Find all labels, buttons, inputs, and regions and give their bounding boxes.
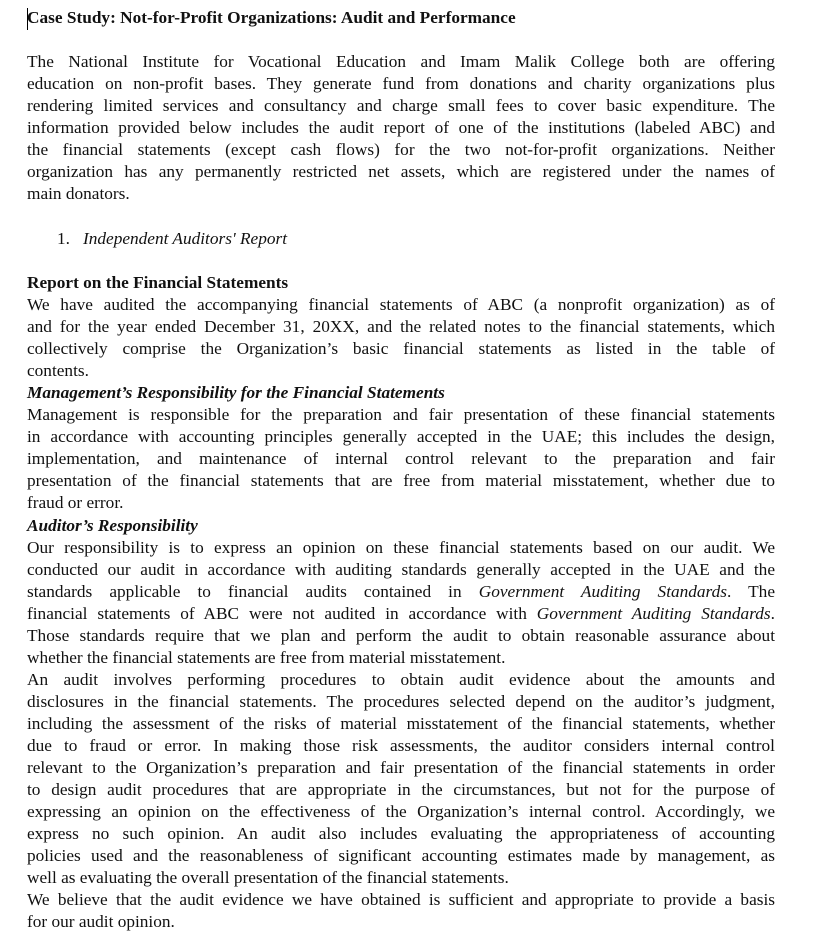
paragraph-line: We believe that the audit evidence we have obtained is sufficient and appropriate to provide a basis [27,890,775,909]
paragraph-line [27,603,775,625]
paragraph-line: disclosures in the financial statements. The procedures selected depend on the auditor’s judgment, [27,692,775,711]
paragraph-line: relevant to the Organization’s preparation and fair presentation of the financial statements in order [27,758,775,777]
list-item [57,228,287,250]
list-text: Independent Auditors' Report [83,229,287,248]
text-span: standards applicable to financial audits contained in [27,582,462,601]
paragraph-line: An audit involves performing procedures to obtain audit evidence about the amounts and [27,670,775,689]
paragraph-line: implementation, and maintenance of internal control relevant to the preparation and fair [27,449,775,468]
paragraph-line: including the assessment of the risks of material misstatement of the financial statements, whether [27,714,775,733]
paragraph-line: We have audited the accompanying financial statements of ABC (a nonprofit organization) as of [27,295,775,314]
paragraph-line: contents. [27,361,89,380]
paragraph-line: information provided below includes the audit report of one of the institutions (labeled ABC) and [27,118,775,137]
paragraph-line: Our responsibility is to express an opinion on these financial statements based on our audit. We [27,538,775,557]
page-title: Case Study: Not-for-Profit Organizations: Audit and Performance [27,8,516,27]
paragraph-line: education on non-profit bases. They generate fund from donations and charity organizations plus [27,74,775,93]
paragraph-line: whether the financial statements are free from material misstatement. [27,648,506,667]
list-number: 1. [57,229,70,248]
management-heading: Management’s Responsibility for the Financial Statements [27,383,445,402]
paragraph-line [27,581,775,603]
paragraph-line: to design audit procedures that are appropriate in the circumstances, but not for the purpose of [27,780,775,799]
paragraph-line: collectively comprise the Organization’s basic financial statements as listed in the table of [27,339,775,358]
text-span: . [770,604,775,623]
auditor-heading: Auditor’s Responsibility [27,516,198,535]
paragraph-line: and for the year ended December 31, 20XX, and the related notes to the financial statements, which [27,317,775,336]
paragraph-line: in accordance with accounting principles generally accepted in the UAE; this includes the design, [27,427,775,446]
paragraph-line: Management is responsible for the preparation and fair presentation of these financial statements [27,405,775,424]
paragraph-line: the financial statements (except cash flows) for the two not-for-profit organizations. Neither [27,140,775,159]
text-span: financial statements of ABC were not audited in accordance with [27,604,527,623]
paragraph-line: main donators. [27,184,130,203]
paragraph-line: presentation of the financial statements that are free from material misstatement, whether due to [27,471,775,490]
paragraph-line: Those standards require that we plan and perform the audit to obtain reasonable assurance about [27,626,775,645]
text-span: . The [727,582,775,601]
paragraph-line: fraud or error. [27,493,124,512]
paragraph-line: well as evaluating the overall presentation of the financial statements. [27,868,509,887]
paragraph-line: due to fraud or error. In making those risk assessments, the auditor considers internal control [27,736,775,755]
paragraph-line: The National Institute for Vocational Education and Imam Malik College both are offering [27,52,775,71]
paragraph-line: organization has any permanently restricted net assets, which are registered under the names of [27,162,775,181]
italic-title: Government Auditing Standards [478,582,728,601]
paragraph-line: policies used and the reasonableness of significant accounting estimates made by management, as [27,846,775,865]
paragraph-line: for our audit opinion. [27,912,175,931]
italic-title: Government Auditing Standards [536,604,771,623]
paragraph-line: rendering limited services and consultancy and charge small fees to cover basic expenditure. The [27,96,775,115]
report-heading: Report on the Financial Statements [27,273,289,292]
paragraph-line: conducted our audit in accordance with auditing standards generally accepted in the UAE and the [27,560,775,579]
paragraph-line: express no such opinion. An audit also includes evaluating the appropriateness of accounting [27,824,775,843]
paragraph-line: expressing an opinion on the effectiveness of the Organization’s internal control. Accordingly, we [27,802,775,821]
